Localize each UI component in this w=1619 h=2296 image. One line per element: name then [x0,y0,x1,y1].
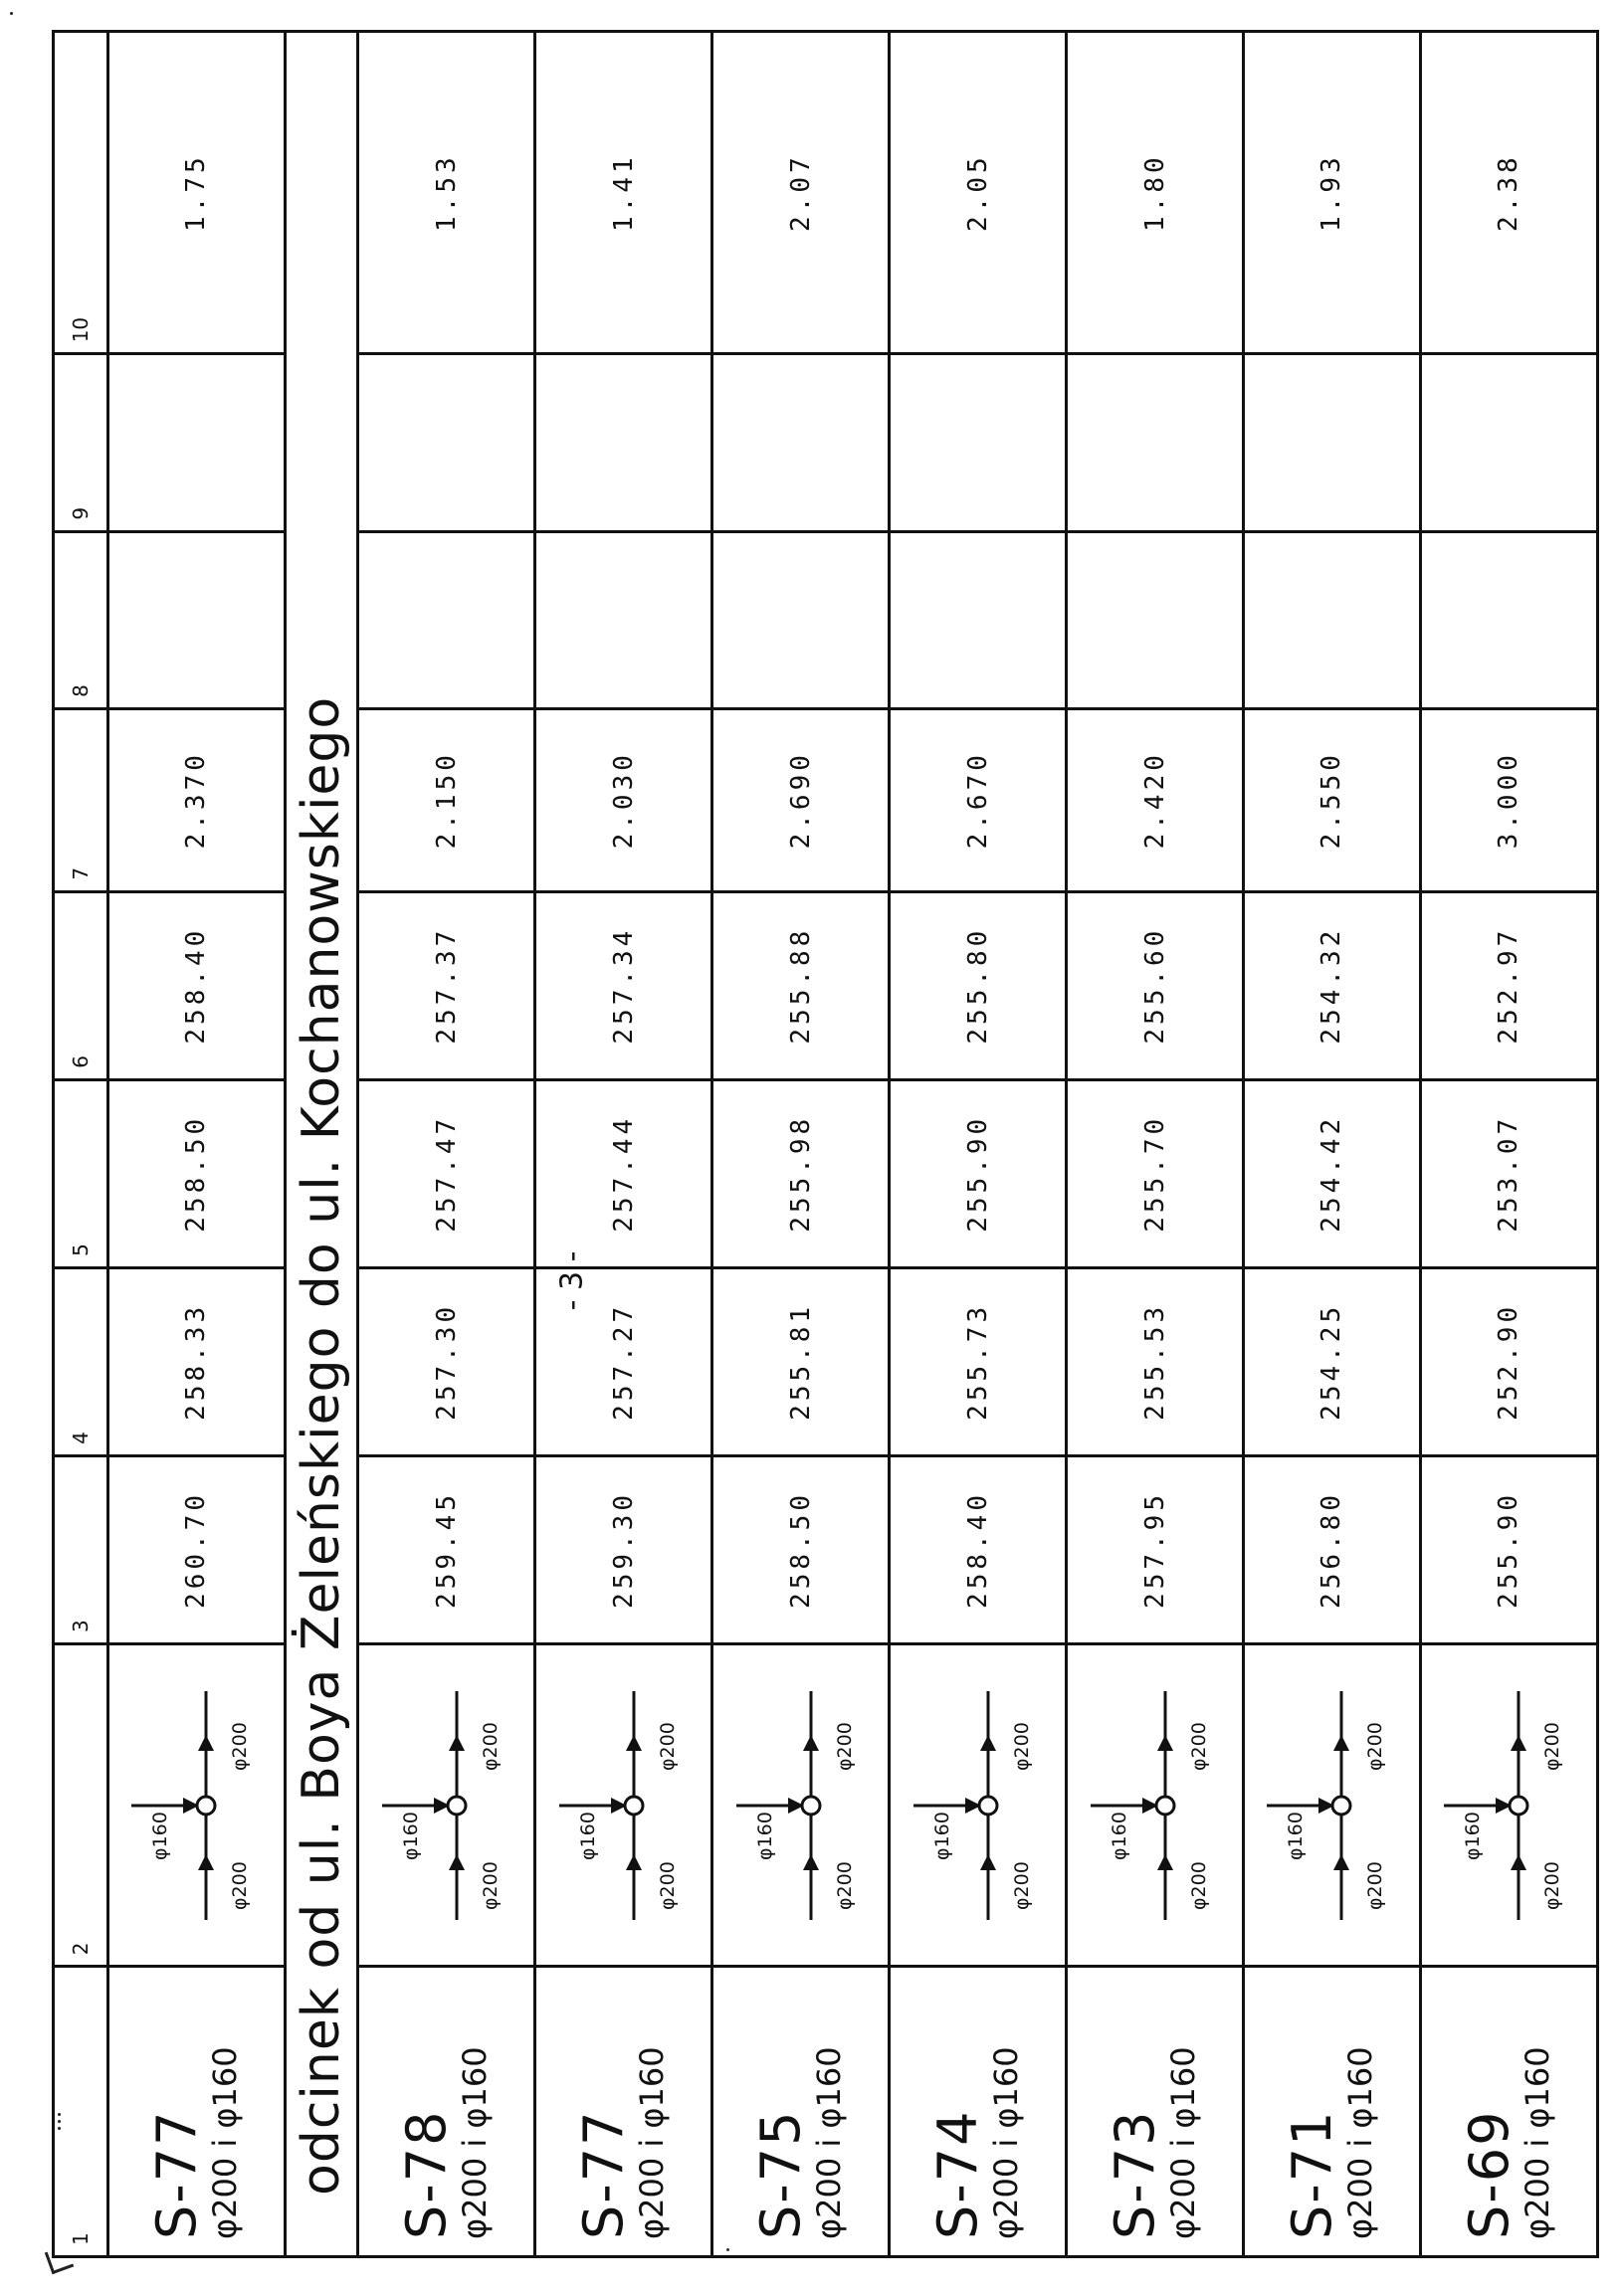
value-cell [1067,531,1244,708]
value-cell: 255.73 [890,1267,1067,1455]
value-cell: 255.90 [1420,1455,1597,1643]
diagram-cell [535,1644,712,1967]
junction-diagram-icon [1081,1681,1230,1930]
value-cell: 258.40 [108,891,286,1079]
manhole-name-cell [535,1967,712,2257]
table-row [1243,32,1420,2257]
diagram-inlet-label: φ160 [149,1811,172,1860]
value-cell: 2.670 [890,708,1067,891]
value-cell: 260.70 [108,1455,286,1643]
diagram-left-label: φ200 [656,1860,679,1910]
diagram-inlet-label: φ160 [1108,1811,1130,1860]
header-cell: 1 [54,1967,108,2257]
value-cell: 1.80 [1067,32,1244,354]
diagram-left-label: φ200 [1010,1860,1033,1910]
junction-diagram-icon [1434,1681,1583,1930]
value-cell: 253.07 [1420,1079,1597,1267]
value-cell: 252.97 [1420,891,1597,1079]
manhole-table [52,30,1599,2258]
value-cell: 259.45 [358,1455,535,1643]
diagram-inlet-label: φ160 [399,1811,422,1860]
diagram-cell [358,1644,535,1967]
manhole-label: S-69 [1457,2109,1520,2239]
manhole-label: S-77 [144,2109,208,2239]
diagram-right-label: φ200 [229,1721,252,1771]
value-cell: 2.420 [1067,708,1244,891]
scan-speck [10,12,13,15]
manhole-name-cell [1067,1967,1244,2257]
diagram-left-label: φ200 [229,1860,252,1910]
value-cell [1420,354,1597,531]
rotated-table-sheet [52,30,1599,2258]
value-cell: 256.80 [1243,1455,1420,1643]
junction-diagram-icon [904,1681,1053,1930]
value-cell: 255.98 [712,1079,890,1267]
value-cell: 2.05 [890,32,1067,354]
table-row [535,32,712,2257]
value-cell: 2.150 [358,708,535,891]
manhole-name-cell [712,1967,890,2257]
value-cell: 1.41 [535,32,712,354]
value-cell: 259.30 [535,1455,712,1643]
value-cell: 257.34 [535,891,712,1079]
junction-diagram-icon [549,1681,699,1930]
value-cell: 2.690 [712,708,890,891]
value-cell [1067,354,1244,531]
manhole-label: S-77 [572,2109,636,2239]
value-cell: 3.000 [1420,708,1597,891]
manhole-label: S-71 [1280,2109,1343,2239]
value-cell [108,354,286,531]
diagram-cell [1067,1644,1244,1967]
junction-diagram-icon [121,1681,271,1930]
manhole-diameters: φ200 i φ160 [1340,2046,1379,2239]
value-cell [712,531,890,708]
manhole-label: S-78 [395,2109,459,2239]
value-cell: 2.38 [1420,32,1597,354]
value-cell: 252.90 [1420,1267,1597,1455]
table-body [108,32,1598,2257]
value-cell [108,531,286,708]
value-cell: 255.88 [712,891,890,1079]
diagram-right-label: φ200 [833,1721,856,1771]
value-cell [890,531,1067,708]
diagram-inlet-label: φ160 [753,1811,776,1860]
manhole-name-cell [1420,1967,1597,2257]
manhole-diameters: φ200 i φ160 [1163,2046,1202,2239]
header-cell: 10 [54,32,108,354]
manhole-label: S-73 [1103,2109,1166,2239]
diagram-cell [890,1644,1067,1967]
value-cell [535,531,712,708]
diagram-right-label: φ200 [1541,1721,1564,1771]
header-cell: 6 [54,891,108,1079]
section-title: odcinek od ul. Boya Żeleńskiego do ul. Kochanowskiego [285,32,357,2257]
diagram-inlet-label: φ160 [930,1811,953,1860]
manhole-name-cell [108,1967,286,2257]
diagram-inlet-label: φ160 [576,1811,599,1860]
value-cell [358,531,535,708]
value-cell: 257.37 [358,891,535,1079]
manhole-label: S-74 [926,2109,990,2239]
diagram-cell [108,1644,286,1967]
value-cell [712,354,890,531]
table-row [712,32,890,2257]
junction-diagram-icon [1257,1681,1406,1930]
manhole-label: S-75 [749,2109,813,2239]
value-cell: 257.47 [358,1079,535,1267]
value-cell [1243,531,1420,708]
diagram-right-label: φ200 [1010,1721,1033,1771]
value-cell: 255.60 [1067,891,1244,1079]
diagram-inlet-label: φ160 [1285,1811,1308,1860]
value-cell: 254.42 [1243,1079,1420,1267]
manhole-diameters: φ200 i φ160 [1518,2046,1556,2239]
diagram-right-label: φ200 [479,1721,502,1771]
value-cell [1420,531,1597,708]
diagram-left-label: φ200 [1541,1860,1564,1910]
page-number: - 3 - [554,1250,590,1311]
value-cell: 1.75 [108,32,286,354]
value-cell: 257.27 [535,1267,712,1455]
junction-diagram-icon [726,1681,876,1930]
value-cell [890,354,1067,531]
value-cell: 258.50 [108,1079,286,1267]
value-cell: 255.81 [712,1267,890,1455]
manhole-diameters: φ200 i φ160 [809,2046,848,2239]
manhole-name-cell [1243,1967,1420,2257]
diagram-cell [712,1644,890,1967]
diagram-right-label: φ200 [1364,1721,1387,1771]
value-cell: 255.80 [890,891,1067,1079]
diagram-left-label: φ200 [833,1860,856,1910]
junction-diagram-icon [372,1681,521,1930]
table-row [1067,32,1244,2257]
header-cell: 4 [54,1267,108,1455]
diagram-left-label: φ200 [479,1860,502,1910]
value-cell: 2.030 [535,708,712,891]
diagram-right-label: φ200 [1187,1721,1210,1771]
header-cell: 5 [54,1079,108,1267]
value-cell: 255.53 [1067,1267,1244,1455]
value-cell: 257.95 [1067,1455,1244,1643]
header-row [54,32,108,2257]
manhole-diameters: φ200 i φ160 [632,2046,671,2239]
value-cell: 2.550 [1243,708,1420,891]
table-row [358,32,535,2257]
section-row [285,32,357,2257]
diagram-inlet-label: φ160 [1462,1811,1485,1860]
value-cell: 1.93 [1243,32,1420,354]
diagram-left-label: φ200 [1364,1860,1387,1910]
header-cell: 7 [54,708,108,891]
value-cell [535,354,712,531]
manhole-diameters: φ200 i φ160 [205,2046,244,2239]
value-cell: 1.53 [358,32,535,354]
value-cell: 255.70 [1067,1079,1244,1267]
value-cell: 255.90 [890,1079,1067,1267]
header-cell: 8 [54,531,108,708]
table-row [890,32,1067,2257]
header-cell: 9 [54,354,108,531]
value-cell: 254.25 [1243,1267,1420,1455]
value-cell: 257.44 [535,1079,712,1267]
table-row [108,32,286,2257]
value-cell: 254.32 [1243,891,1420,1079]
value-cell: 258.50 [712,1455,890,1643]
manhole-diameters: φ200 i φ160 [986,2046,1025,2239]
value-cell: 257.30 [358,1267,535,1455]
diagram-cell [1243,1644,1420,1967]
diagram-left-label: φ200 [1187,1860,1210,1910]
diagram-cell [1420,1644,1597,1967]
header-cell: 3 [54,1455,108,1643]
value-cell: 2.370 [108,708,286,891]
manhole-name-cell [890,1967,1067,2257]
value-cell: 2.07 [712,32,890,354]
manhole-name-cell [358,1967,535,2257]
value-cell [358,354,535,531]
header-cell: 2 [54,1644,108,1967]
value-cell [1243,354,1420,531]
value-cell: 258.40 [890,1455,1067,1643]
table-row [1420,32,1597,2257]
value-cell: 258.33 [108,1267,286,1455]
manhole-diameters: φ200 i φ160 [455,2046,494,2239]
diagram-right-label: φ200 [656,1721,679,1771]
